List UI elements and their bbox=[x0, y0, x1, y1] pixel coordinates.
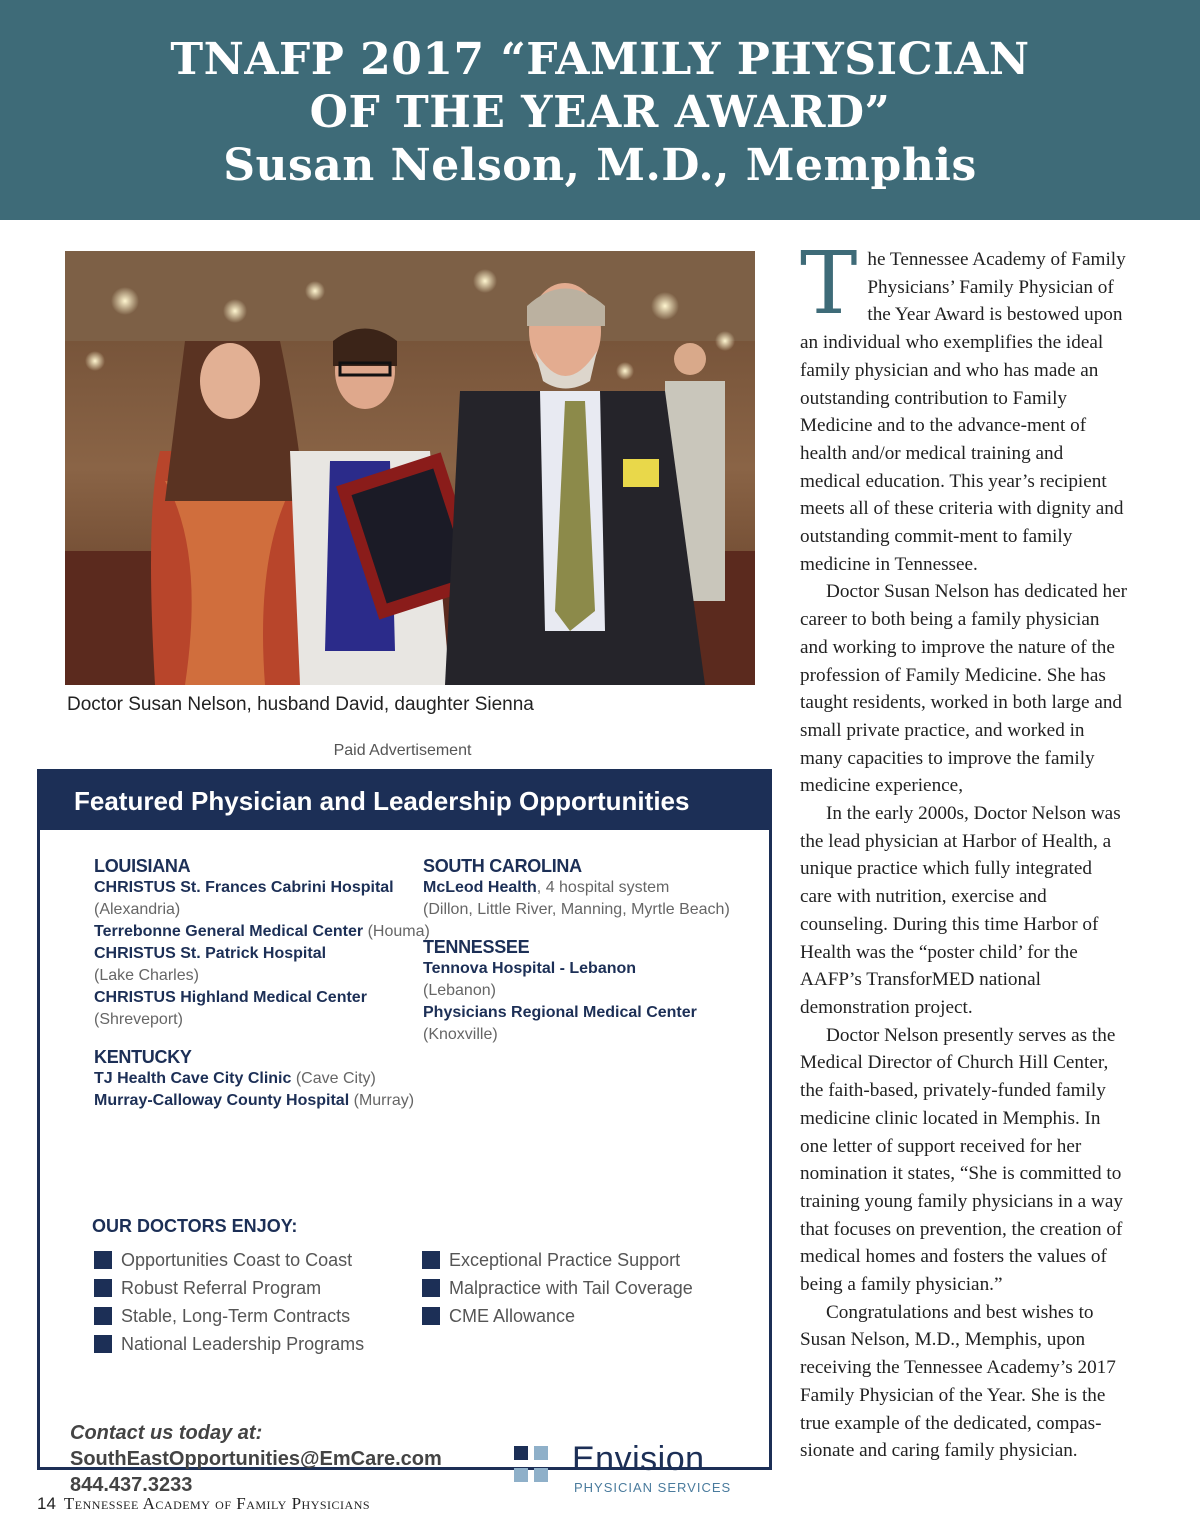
publication-name: Tennessee Academy of Family Physicians bbox=[63, 1494, 371, 1513]
hospital-location: (Shreveport) bbox=[94, 1011, 183, 1028]
benefits-list-left bbox=[94, 1246, 364, 1358]
article-paragraph-4: Doctor Nelson presently serves as the Medical Director of Church Hill Center, the faith-based, privately-funded family medicine clinic located in Memphis. In one letter of support received for her nomination it states, “She is committed to training young family physicians in a way that focuses on prevention, the creation of medical homes and fosters the values of being a family physician.” bbox=[800, 1024, 1123, 1296]
benefit-item: National Leadership Programs bbox=[94, 1330, 364, 1358]
article-paragraph-3: In the early 2000s, Doctor Nelson was the lead physician at Harbor of Health, a unique practice which fully integrated care with nutrition, exercise and counseling. During this time Harbor of Health was the “poster child’ for the AAFP’s TransforMED national demonstration project. bbox=[800, 803, 1121, 1018]
benefit-item: CME Allowance bbox=[422, 1302, 693, 1330]
hospital-entry: TJ Health Cave City Clinic (Cave City) bbox=[94, 1070, 376, 1087]
bullet-square-icon bbox=[94, 1307, 112, 1325]
benefit-item: Robust Referral Program bbox=[94, 1274, 364, 1302]
page-number: 14 bbox=[37, 1494, 56, 1513]
hospital-entry: Tennova Hospital - Lebanon bbox=[423, 960, 637, 977]
benefit-item: Opportunities Coast to Coast bbox=[94, 1246, 364, 1274]
title-line-1: TNAFP 2017 “FAMILY PHYSICIAN bbox=[170, 34, 1030, 85]
paid-advertisement-label: Paid Advertisement bbox=[333, 742, 472, 759]
envision-logo-mark-icon bbox=[514, 1446, 562, 1490]
advertisement bbox=[37, 769, 772, 1496]
article-paragraph-1: The Tennessee Academy of Family Physicians’ Family Physician of the Year Award is bestowed upon an individual who exemplifies the ideal family physician and who has made an outstanding contribution to Family Medicine and to the advance-ment of health and/or medical training and medical education. This year’s recipient meets all of these criteria with dignity and outstanding commit-ment to family medicine in Tennessee. bbox=[800, 234, 1126, 575]
ad-heading: Featured Physician and Leadership Opportunities bbox=[40, 772, 769, 830]
photo-caption: Doctor Susan Nelson, husband David, daughter Sienna bbox=[67, 694, 534, 715]
article-body bbox=[800, 234, 1128, 1465]
logo-wordmark: Envision bbox=[572, 1440, 705, 1478]
contact-title: Contact us today at: bbox=[70, 1422, 263, 1444]
hospital-entry: Murray-Calloway County Hospital (Murray) bbox=[94, 1092, 415, 1109]
state-louisiana: LOUISIANA bbox=[94, 856, 191, 876]
contact-block bbox=[70, 1420, 442, 1498]
contact-phone[interactable]: 844.437.3233 bbox=[70, 1474, 193, 1496]
article-paragraph-2: Doctor Susan Nelson has dedicated her career to both being a family physician and working to improve the nature of the profession of Family Medicine. She has taught residents, worked in both large and small private practice, and worked in many capacities to improve the family medicine experience, bbox=[800, 581, 1128, 797]
bullet-square-icon bbox=[422, 1251, 440, 1269]
bullet-square-icon bbox=[94, 1279, 112, 1297]
benefit-item: Stable, Long-Term Contracts bbox=[94, 1302, 364, 1330]
hospital-entry: CHRISTUS Highland Medical Center bbox=[94, 989, 367, 1006]
benefits-list-right bbox=[422, 1246, 693, 1330]
article-paragraph-5: Congratulations and best wishes to Susan Nelson, M.D., Memphis, upon receiving the Tennessee Academy’s 2017 Family Physician of the Year. She is the true example of the dedicated, compas-sionate and caring family physician. bbox=[800, 1301, 1116, 1462]
hospital-location: (Knoxville) bbox=[423, 1026, 498, 1043]
award-photo-image bbox=[65, 251, 755, 685]
hospital-location: (Lake Charles) bbox=[94, 967, 199, 984]
hospital-entry: CHRISTUS St. Patrick Hospital bbox=[94, 945, 327, 962]
state-kentucky: KENTUCKY bbox=[94, 1047, 192, 1067]
hospital-location: (Dillon, Little River, Manning, Myrtle Beach) bbox=[423, 901, 730, 918]
hospital-entry: Terrebonne General Medical Center (Houma) bbox=[94, 923, 430, 940]
state-south-carolina: SOUTH CAROLINA bbox=[423, 856, 582, 876]
ad-left-column bbox=[94, 856, 434, 1112]
drop-cap: T bbox=[800, 234, 858, 334]
title-line-3: Susan Nelson, M.D., Memphis bbox=[223, 140, 977, 191]
logo-subtitle: PHYSICIAN SERVICES bbox=[574, 1480, 732, 1495]
benefits-heading: OUR DOCTORS ENJOY: bbox=[92, 1216, 298, 1236]
bullet-square-icon bbox=[422, 1307, 440, 1325]
bullet-square-icon bbox=[422, 1279, 440, 1297]
state-tennessee: TENNESSEE bbox=[423, 937, 530, 957]
hospital-entry: CHRISTUS St. Frances Cabrini Hospital bbox=[94, 879, 394, 896]
title-banner bbox=[0, 0, 1200, 220]
bullet-square-icon bbox=[94, 1251, 112, 1269]
hospital-location: (Lebanon) bbox=[423, 982, 496, 999]
hospital-entry: McLeod Health, 4 hospital system bbox=[423, 879, 670, 896]
award-photo bbox=[65, 251, 755, 685]
bullet-square-icon bbox=[94, 1335, 112, 1353]
contact-email[interactable]: SouthEastOpportunities@EmCare.com bbox=[70, 1448, 442, 1470]
benefit-item: Exceptional Practice Support bbox=[422, 1246, 693, 1274]
page-footer bbox=[37, 1494, 370, 1514]
title-line-2: OF THE YEAR AWARD” bbox=[309, 87, 891, 138]
ad-right-column bbox=[423, 856, 753, 1046]
hospital-entry: Physicians Regional Medical Center bbox=[423, 1004, 697, 1021]
hospital-location: (Alexandria) bbox=[94, 901, 181, 918]
benefit-item: Malpractice with Tail Coverage bbox=[422, 1274, 693, 1302]
